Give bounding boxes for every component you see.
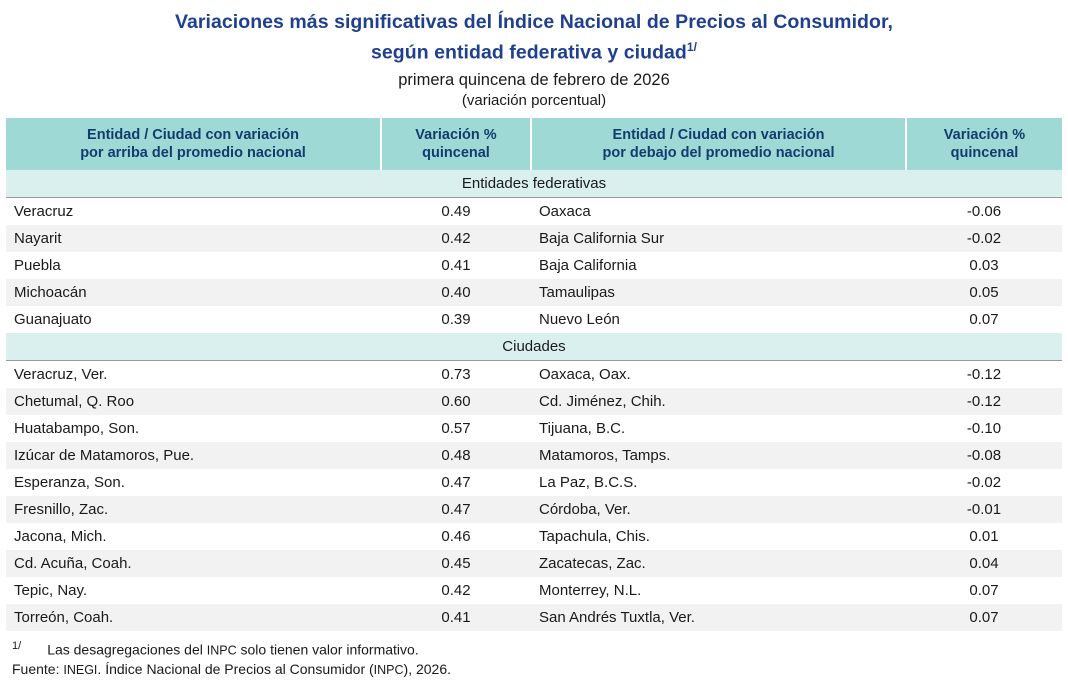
column-header-below-value [906,118,1062,170]
cell-above-name: Torreón, Coah. [6,604,381,631]
column-header-above-value-l1: Variación % [388,126,524,144]
page-title-line1: Variaciones más significativas del Índice Nacional de Precios al Consumidor, [0,10,1068,35]
cell-above-name: Fresnillo, Zac. [6,496,381,523]
cell-below-value: -0.01 [906,496,1062,523]
cell-below-value: -0.12 [906,388,1062,415]
cell-below-value: 0.01 [906,523,1062,550]
cell-above-value: 0.47 [381,496,531,523]
footnote-1 [12,637,1068,661]
page-title-line2 [0,35,1068,66]
cell-below-name: Oaxaca [531,197,906,225]
cell-below-value: 0.07 [906,306,1062,333]
footnote-marker: 1/ [12,640,21,652]
cell-above-name: Puebla [6,252,381,279]
cell-above-name: Guanajuato [6,306,381,333]
column-header-below-value-l1: Variación % [913,126,1056,144]
column-header-above-name-l2: por arriba del promedio nacional [12,144,374,162]
cell-above-value: 0.41 [381,252,531,279]
cell-above-name: Veracruz, Ver. [6,360,381,388]
cell-below-name: Nuevo León [531,306,906,333]
table-row [6,496,1062,523]
cell-below-value: -0.10 [906,415,1062,442]
cell-below-value: -0.06 [906,197,1062,225]
header-row [6,118,1062,170]
cell-above-value: 0.42 [381,577,531,604]
column-header-above-value [381,118,531,170]
source-text-part3: ), 2026. [404,661,451,677]
page-subtitle: primera quincena de febrero de 2026 [0,69,1068,91]
cell-above-name: Huatabampo, Son. [6,415,381,442]
cell-above-name: Esperanza, Son. [6,469,381,496]
cell-below-value: 0.03 [906,252,1062,279]
section-header-row [6,333,1062,361]
cell-above-name: Chetumal, Q. Roo [6,388,381,415]
cell-above-name: Cd. Acuña, Coah. [6,550,381,577]
cell-above-value: 0.42 [381,225,531,252]
cell-below-value: -0.02 [906,469,1062,496]
table-row [6,388,1062,415]
column-header-below-name [531,118,906,170]
title-footnote-marker: 1/ [687,40,697,54]
cell-above-value: 0.41 [381,604,531,631]
page-units: (variación porcentual) [0,91,1068,111]
cell-above-name: Michoacán [6,279,381,306]
column-header-below-name-l2: por debajo del promedio nacional [538,144,899,162]
table-row [6,360,1062,388]
cell-above-value: 0.60 [381,388,531,415]
table-row [6,197,1062,225]
section-label-entidades: Entidades federativas [6,170,1062,198]
cell-above-value: 0.39 [381,306,531,333]
cell-above-value: 0.48 [381,442,531,469]
table-header [6,118,1062,170]
cell-below-name: Monterrey, N.L. [531,577,906,604]
column-header-below-value-l2: quincenal [913,144,1056,162]
footnote-text-part2: solo tienen valor informativo. [237,641,419,657]
cell-below-name: Baja California Sur [531,225,906,252]
cell-below-value: 0.04 [906,550,1062,577]
cell-below-value: 0.07 [906,577,1062,604]
source-inpc-abbr: INPC [374,663,404,677]
cell-below-value: -0.08 [906,442,1062,469]
cell-below-name: Tijuana, B.C. [531,415,906,442]
cell-below-name: Zacatecas, Zac. [531,550,906,577]
cell-above-value: 0.49 [381,197,531,225]
source-inegi-abbr: INEGI [63,663,97,677]
cell-below-name: Córdoba, Ver. [531,496,906,523]
cell-above-value: 0.73 [381,360,531,388]
table-body [6,170,1062,631]
column-header-above-value-l2: quincenal [388,144,524,162]
column-header-below-name-l1: Entidad / Ciudad con variación [538,126,899,144]
column-header-above-name-l1: Entidad / Ciudad con variación [12,126,374,144]
cell-above-name: Tepic, Nay. [6,577,381,604]
table-row [6,442,1062,469]
cell-below-value: 0.07 [906,604,1062,631]
cell-above-value: 0.40 [381,279,531,306]
cell-below-name: Tapachula, Chis. [531,523,906,550]
table-row [6,469,1062,496]
footnote-inpc-abbr: INPC [207,643,237,657]
page-title-line2-text: según entidad federativa y ciudad [371,42,687,64]
table-row [6,415,1062,442]
cell-above-name: Veracruz [6,197,381,225]
cell-above-value: 0.46 [381,523,531,550]
cell-below-name: Matamoros, Tamps. [531,442,906,469]
cell-below-name: San Andrés Tuxtla, Ver. [531,604,906,631]
cell-below-value: 0.05 [906,279,1062,306]
variations-table [6,118,1062,631]
table-row [6,306,1062,333]
cell-below-value: -0.12 [906,360,1062,388]
source-label: Fuente: [12,661,63,677]
table-row [6,577,1062,604]
source-text-part2: . Índice Nacional de Precios al Consumidor ( [97,661,373,677]
cell-above-name: Nayarit [6,225,381,252]
table-row [6,604,1062,631]
table-row [6,252,1062,279]
cell-above-name: Izúcar de Matamoros, Pue. [6,442,381,469]
title-block [0,0,1068,111]
cell-above-name: Jacona, Mich. [6,523,381,550]
cell-above-value: 0.57 [381,415,531,442]
footnote-text-part1: Las desagregaciones del [47,641,207,657]
cell-below-name: Cd. Jiménez, Chih. [531,388,906,415]
table-row [6,550,1062,577]
footnotes [12,637,1068,680]
table-row [6,279,1062,306]
cell-below-value: -0.02 [906,225,1062,252]
cell-below-name: Baja California [531,252,906,279]
source-line [12,660,1068,680]
table-row [6,523,1062,550]
section-header-row [6,170,1062,198]
table-row [6,225,1062,252]
cell-above-value: 0.45 [381,550,531,577]
cell-below-name: Tamaulipas [531,279,906,306]
cell-below-name: Oaxaca, Oax. [531,360,906,388]
cell-below-name: La Paz, B.C.S. [531,469,906,496]
cell-above-value: 0.47 [381,469,531,496]
section-label-ciudades: Ciudades [6,333,1062,361]
column-header-above-name [6,118,381,170]
